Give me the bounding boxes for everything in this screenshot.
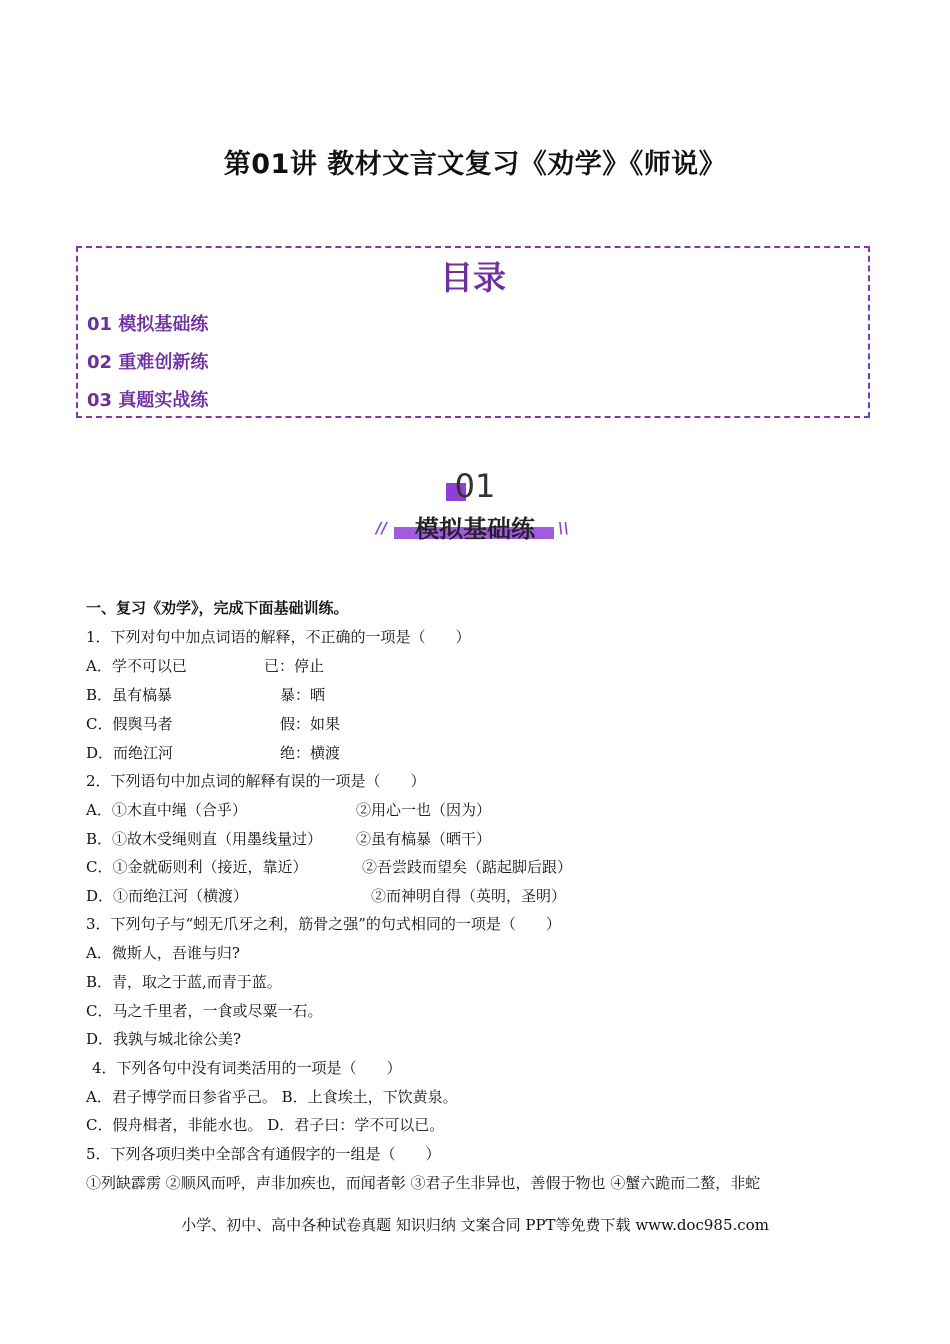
option-row (86, 829, 492, 849)
option-row: A．君子博学而日参省乎己。 B．上食埃土，下饮黄泉。 (86, 1088, 458, 1106)
option-right: ②而神明自得（英明，圣明） (371, 887, 567, 905)
option-right: ②虽有槁暴（晒干） (356, 830, 492, 848)
question-items: ①列缺霹雳 ②顺风而呼，声非加疾也，而闻者彰 ③君子生非异也，善假于物也 ④蟹六跪而二螯，非蛇 (86, 1174, 761, 1192)
option-left: A．学不可以已 (86, 657, 187, 675)
option-left: C．假舆马者 (86, 715, 173, 733)
option-left: C．①金就砺则利（接近，靠近） (86, 858, 308, 876)
question-stem: 2．下列语句中加点词的解释有误的一项是（ ） (86, 772, 426, 790)
question-stem: 3．下列句子与“蚓无爪牙之利，筋骨之强”的句式相同的一项是（ ） (86, 915, 561, 933)
question-stem: 5．下列各项归类中全部含有通假字的一组是（ ） (86, 1145, 441, 1163)
option-row: A．微斯人，吾谁与归? (86, 944, 240, 962)
option-row (86, 685, 326, 705)
option-right: ②吾尝跂而望矣（踮起脚后跟） (362, 858, 573, 876)
option-row (86, 656, 325, 676)
option-right: 暴：晒 (280, 686, 326, 704)
badge-right-mark: \\ (558, 519, 569, 537)
option-left: D．①而绝江河（横渡） (86, 887, 249, 905)
option-right: 绝：横渡 (280, 744, 341, 762)
question-stem: 4．下列各句中没有词类活用的一项是（ ） (92, 1059, 402, 1077)
toc-item-exam[interactable]: 03 真题实战练 (87, 390, 209, 411)
badge-left-mark: // (376, 519, 387, 537)
section-heading: 一、复习《劝学》，完成下面基础训练。 (86, 599, 349, 617)
page-title: 第01讲 教材文言文复习《劝学》《师说》 (223, 149, 727, 180)
option-row (86, 857, 573, 877)
option-left: B．虽有槁暴 (86, 686, 173, 704)
option-right: 假：如果 (280, 715, 341, 733)
option-row (86, 886, 567, 906)
option-left: D．而绝江河 (86, 744, 174, 762)
option-row: D．我孰与城北徐公美? (86, 1030, 242, 1048)
page-footer: 小学、初中、高中各种试卷真题 知识归纳 文案合同 PPT等免费下载 www.doc985.com (181, 1216, 769, 1234)
toc-heading: 目录 (440, 258, 506, 297)
option-row: B．青，取之于蓝,而青于蓝。 (86, 973, 282, 991)
badge-label: 模拟基础练 (415, 515, 535, 543)
option-right: ②用心一也（因为） (356, 801, 492, 819)
option-row (86, 714, 341, 734)
option-right: 已：停止 (264, 657, 325, 675)
option-row: C．马之千里者，一食或尽粟一石。 (86, 1002, 323, 1020)
toc-item-innovation[interactable]: 02 重难创新练 (87, 352, 209, 373)
section-badge (0, 465, 950, 555)
option-row (86, 743, 341, 763)
toc-item-basic[interactable]: 01 模拟基础练 (87, 314, 209, 335)
option-row: C．假舟楫者，非能水也。 D．君子曰：学不可以已。 (86, 1116, 445, 1134)
question-stem: 1．下列对句中加点词语的解释，不正确的一项是（ ） (86, 628, 471, 646)
option-row (86, 800, 492, 820)
table-of-contents (76, 246, 870, 418)
option-left: A．①木直中绳（合乎） (86, 801, 247, 819)
option-left: B．①故木受绳则直（用墨线量过） (86, 830, 323, 848)
badge-number: 01 (454, 467, 496, 505)
